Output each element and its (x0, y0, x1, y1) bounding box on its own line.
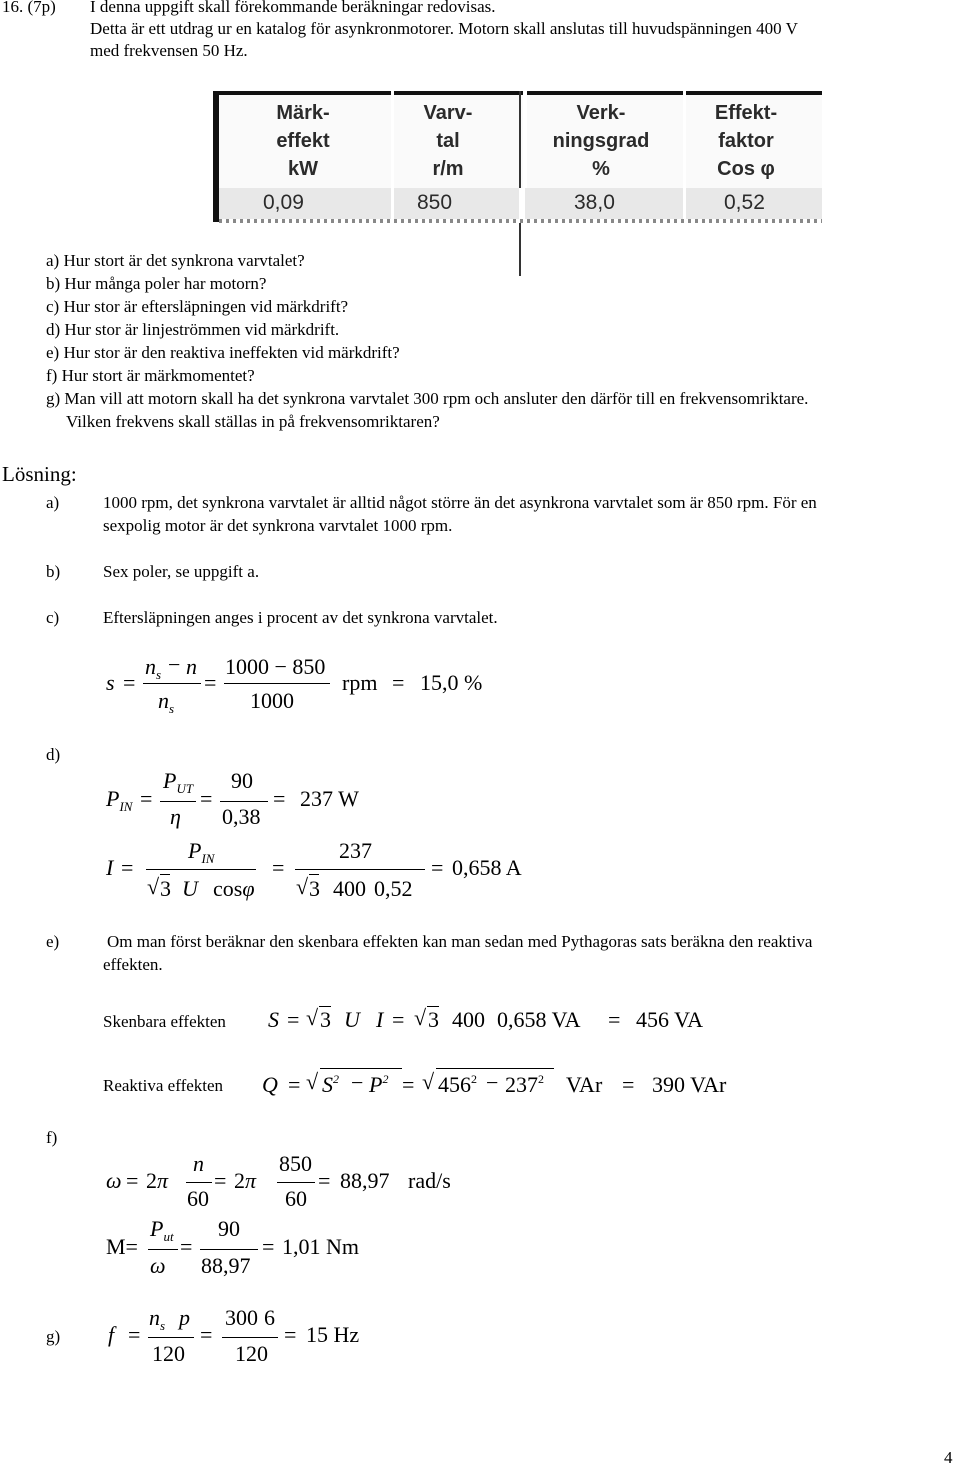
solution-c-label: c) (46, 608, 60, 627)
solution-b-text: Sex poler, se uppgift a. (103, 562, 260, 581)
question-g: g) Man vill att motorn skall ha det synkrona varvtalet 300 rpm och ansluter den därför till en frekvensomriktare. (46, 389, 809, 408)
question-a: a) Hur stort är det synkrona varvtalet? (46, 251, 305, 270)
page-number: 4 (944, 1448, 953, 1467)
problem-number: 16. (7p) (2, 0, 56, 16)
intro-line-1: I denna uppgift skall förekommande beräkningar redovisas. (90, 0, 496, 16)
value-efficiency: 38,0 (574, 191, 615, 214)
catalog-value-row (213, 188, 822, 222)
solution-a-line1: 1000 rpm, det synkrona varvtalet är alltid något större än det asynkrona varvtalet som är 850 rpm. För en (103, 493, 817, 512)
solution-e-label: e) (46, 932, 60, 951)
question-c: c) Hur stor är eftersläpningen vid märkdrift? (46, 297, 349, 316)
solution-title: Lösning: (2, 462, 77, 486)
apparent-power-label: Skenbara effekten (103, 1012, 226, 1031)
intro-line-2: Detta är ett utdrag ur en katalog för asynkronmotorer. Motorn skall anslutas till huvudspänningen 400 V (90, 19, 798, 38)
solution-d-label: d) (46, 745, 61, 764)
solution-a-label: a) (46, 493, 60, 512)
header-power-factor: Effekt- faktor Cos φ (714, 102, 778, 180)
value-speed: 850 (417, 191, 453, 214)
solution-b-label: b) (46, 562, 61, 581)
header-rated-power: Märk- effekt kW (276, 102, 330, 180)
catalog-bottom-edge (219, 219, 822, 223)
header-efficiency: Verk- ningsgrad % (552, 102, 650, 180)
question-g-cont: Vilken frekvens skall ställas in på frekvensomriktaren? (66, 412, 440, 431)
question-d: d) Hur stor är linjeströmmen vid märkdrift. (46, 320, 340, 339)
header-speed: Varv- tal r/m (423, 102, 473, 180)
reactive-power-label: Reaktiva effekten (103, 1076, 224, 1095)
intro-line-3: med frekvensen 50 Hz. (90, 41, 248, 60)
value-power-factor: 0,52 (724, 191, 765, 214)
question-b: b) Hur många poler har motorn? (46, 274, 267, 293)
value-rated-power: 0,09 (263, 191, 304, 214)
solution-f-label: f) (46, 1128, 58, 1147)
solution-g-label: g) (46, 1327, 61, 1346)
question-f: f) Hur stort är märkmomentet? (46, 366, 255, 385)
solution-a-line2: sexpolig motor är det synkrona varvtalet 1000 rpm. (103, 516, 453, 535)
solution-e-line1: Om man först beräknar den skenbara effekten kan man sedan med Pythagoras sats beräkna den reaktiva (107, 932, 813, 951)
solution-c-text: Eftersläpningen anges i procent av det synkrona varvtalet. (103, 608, 498, 627)
solution-e-line2: effekten. (103, 955, 163, 974)
question-e: e) Hur stor är den reaktiva ineffekten vid märkdrift? (46, 343, 400, 362)
